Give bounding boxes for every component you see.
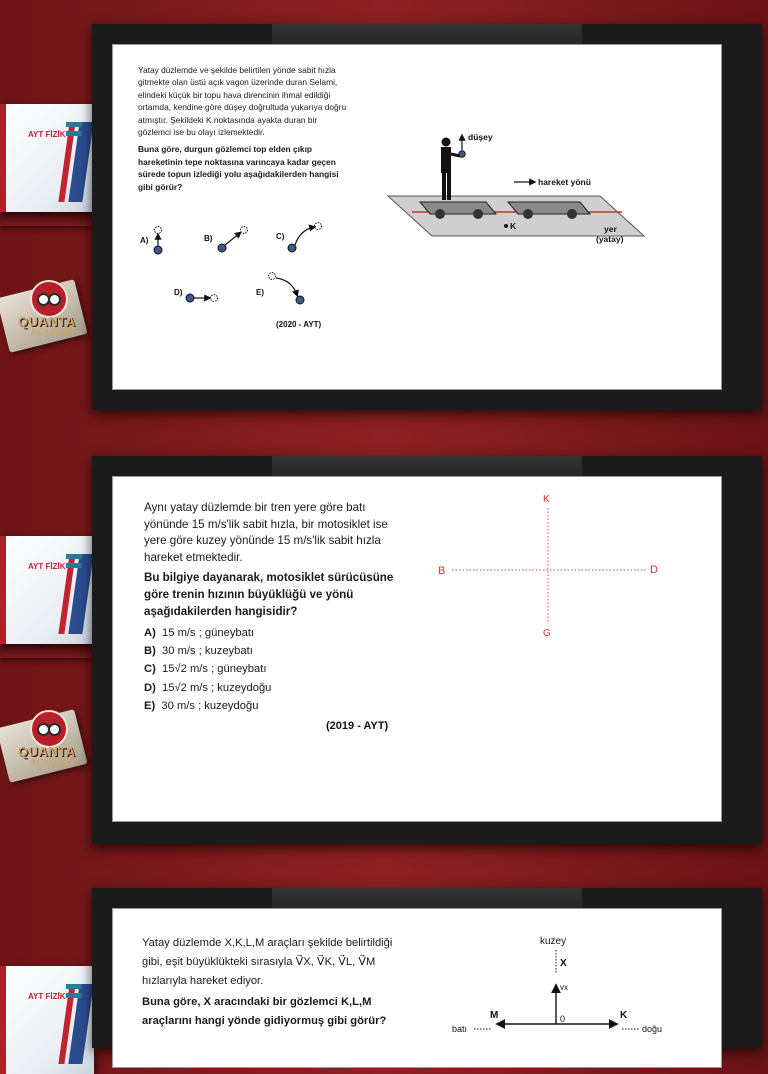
compass-s: G <box>543 628 551 639</box>
ball-icon <box>296 296 304 304</box>
label-vx: vx <box>560 983 568 992</box>
q1-option-e[interactable]: E) <box>256 288 264 297</box>
logo-word: QUANTA <box>18 314 76 329</box>
book-cover <box>0 966 94 1074</box>
q1-text: Yatay düzlemde ve şekilde belirtilen yönde sabit hızla gitmekte olan üstü açık vagon üzerinde duran Selami, elindeki küçük bir topu hava direncinin ihmal edildiği ortamda, kendine göre düşey doğrultuda yukarıya doğru atmıştır. Şekildeki K noktasında ayakta duran bir gözlemci ise bu olayı izlemektedir. <box>138 65 347 138</box>
q1-option-d[interactable]: D) <box>174 288 183 297</box>
q1-option-a[interactable]: A) <box>140 236 149 245</box>
book-title: AYT FİZİK <box>28 562 66 571</box>
q2-text: Aynı yatay düzlemde bir tren yere göre batı yönünde 15 m/s'lik sabit hızla, bir motosiklet ise yere göre kuzey yönünde 15 m/s'lik sabit hızla hareket etmektedir. <box>144 501 388 564</box>
compass-e: D <box>650 564 658 576</box>
quanta-logo <box>0 706 86 776</box>
label-m: M <box>490 1010 499 1021</box>
ball-icon <box>288 244 296 252</box>
q2-options <box>144 624 271 715</box>
question-card-2 <box>112 476 722 822</box>
quanta-logo <box>0 276 86 346</box>
label-x: X <box>560 958 567 969</box>
monitor-2 <box>92 456 762 844</box>
q2-option-c[interactable]: C) 15√2 m/s ; güneybatı <box>144 663 267 676</box>
q1-year: (2020 - AYT) <box>276 320 322 329</box>
question-card-3 <box>112 908 722 1068</box>
q2-option-d[interactable]: D) 15√2 m/s ; kuzeydoğu <box>144 681 272 694</box>
q1-option-c[interactable]: C) <box>276 232 285 241</box>
ball-icon <box>154 246 162 254</box>
q2-option-a[interactable]: A) 15 m/s ; güneybatı <box>144 627 255 639</box>
ball-icon <box>186 294 194 302</box>
label-origin: 0 <box>560 1014 566 1024</box>
compass-n: K <box>543 494 550 505</box>
q2-option-b[interactable]: B) 30 m/s ; kuzeybatı <box>144 645 253 658</box>
q1-wagon-figure <box>382 130 652 260</box>
q3-text: Yatay düzlemde X,K,L,M araçları şekilde belirtildiği gibi, eşit büyüklükteki sırasıyla V⃗X, V⃗K, V⃗L, V⃗M hızlarıyla hareket ediyor. <box>142 937 393 987</box>
label-k: K <box>510 221 517 231</box>
book-title: AYT FİZİK <box>28 992 66 1001</box>
logo-word: QUANTA <box>18 744 76 759</box>
compass-w: B <box>438 565 446 577</box>
q1-question: Buna göre, durgun gözlemci top elden çıkıp hareketinin tepe noktasına varıncaya kadar geçen sürede topun izlediği yolu aşağıdakilerden hangisi gibi görür? <box>138 144 339 192</box>
label-yatay: (yatay) <box>596 234 624 244</box>
book-cover <box>0 104 94 212</box>
question-card-1 <box>112 44 722 390</box>
shelf-strip <box>0 644 92 658</box>
book-title: AYT FİZİK <box>28 130 66 139</box>
logo-sub: ACADEMY <box>30 757 76 767</box>
label-k3: K <box>620 1010 628 1021</box>
q2-question: Bu bilgiye dayanarak, motosiklet sürücüsüne göre trenin hızının büyüklüğü ve yönü aşağıdakilerden hangisidir? <box>144 571 394 618</box>
ball-icon <box>218 244 226 252</box>
q1-options-figure <box>142 216 402 316</box>
label-dogu: doğu <box>642 1024 663 1034</box>
q2-year: (2019 - AYT) <box>326 720 389 732</box>
q2-option-e[interactable]: E) 30 m/s ; kuzeydoğu <box>144 699 259 712</box>
logo-sub: ACADEMY <box>30 327 76 337</box>
q3-direction-figure <box>452 934 682 1034</box>
label-dusey: düşey <box>468 132 493 142</box>
q3-question: Buna göre, X aracındaki bir gözlemci K,L,M araçlarını hangi yönde gidiyormuş gibi görür? <box>142 996 387 1027</box>
owl-icon <box>30 710 68 748</box>
q1-option-b[interactable]: B) <box>204 234 213 243</box>
label-kuzey: kuzey <box>540 936 567 947</box>
monitor-1 <box>92 24 762 410</box>
person-icon <box>442 138 451 147</box>
label-hareket: hareket yönü <box>538 177 591 187</box>
label-bati: batı <box>452 1024 468 1034</box>
book-cover <box>0 536 94 644</box>
compass-figure <box>430 494 670 644</box>
label-yer: yer <box>604 224 617 234</box>
shelf-strip <box>0 212 92 226</box>
owl-icon <box>30 280 68 318</box>
monitor-3 <box>92 888 762 1048</box>
